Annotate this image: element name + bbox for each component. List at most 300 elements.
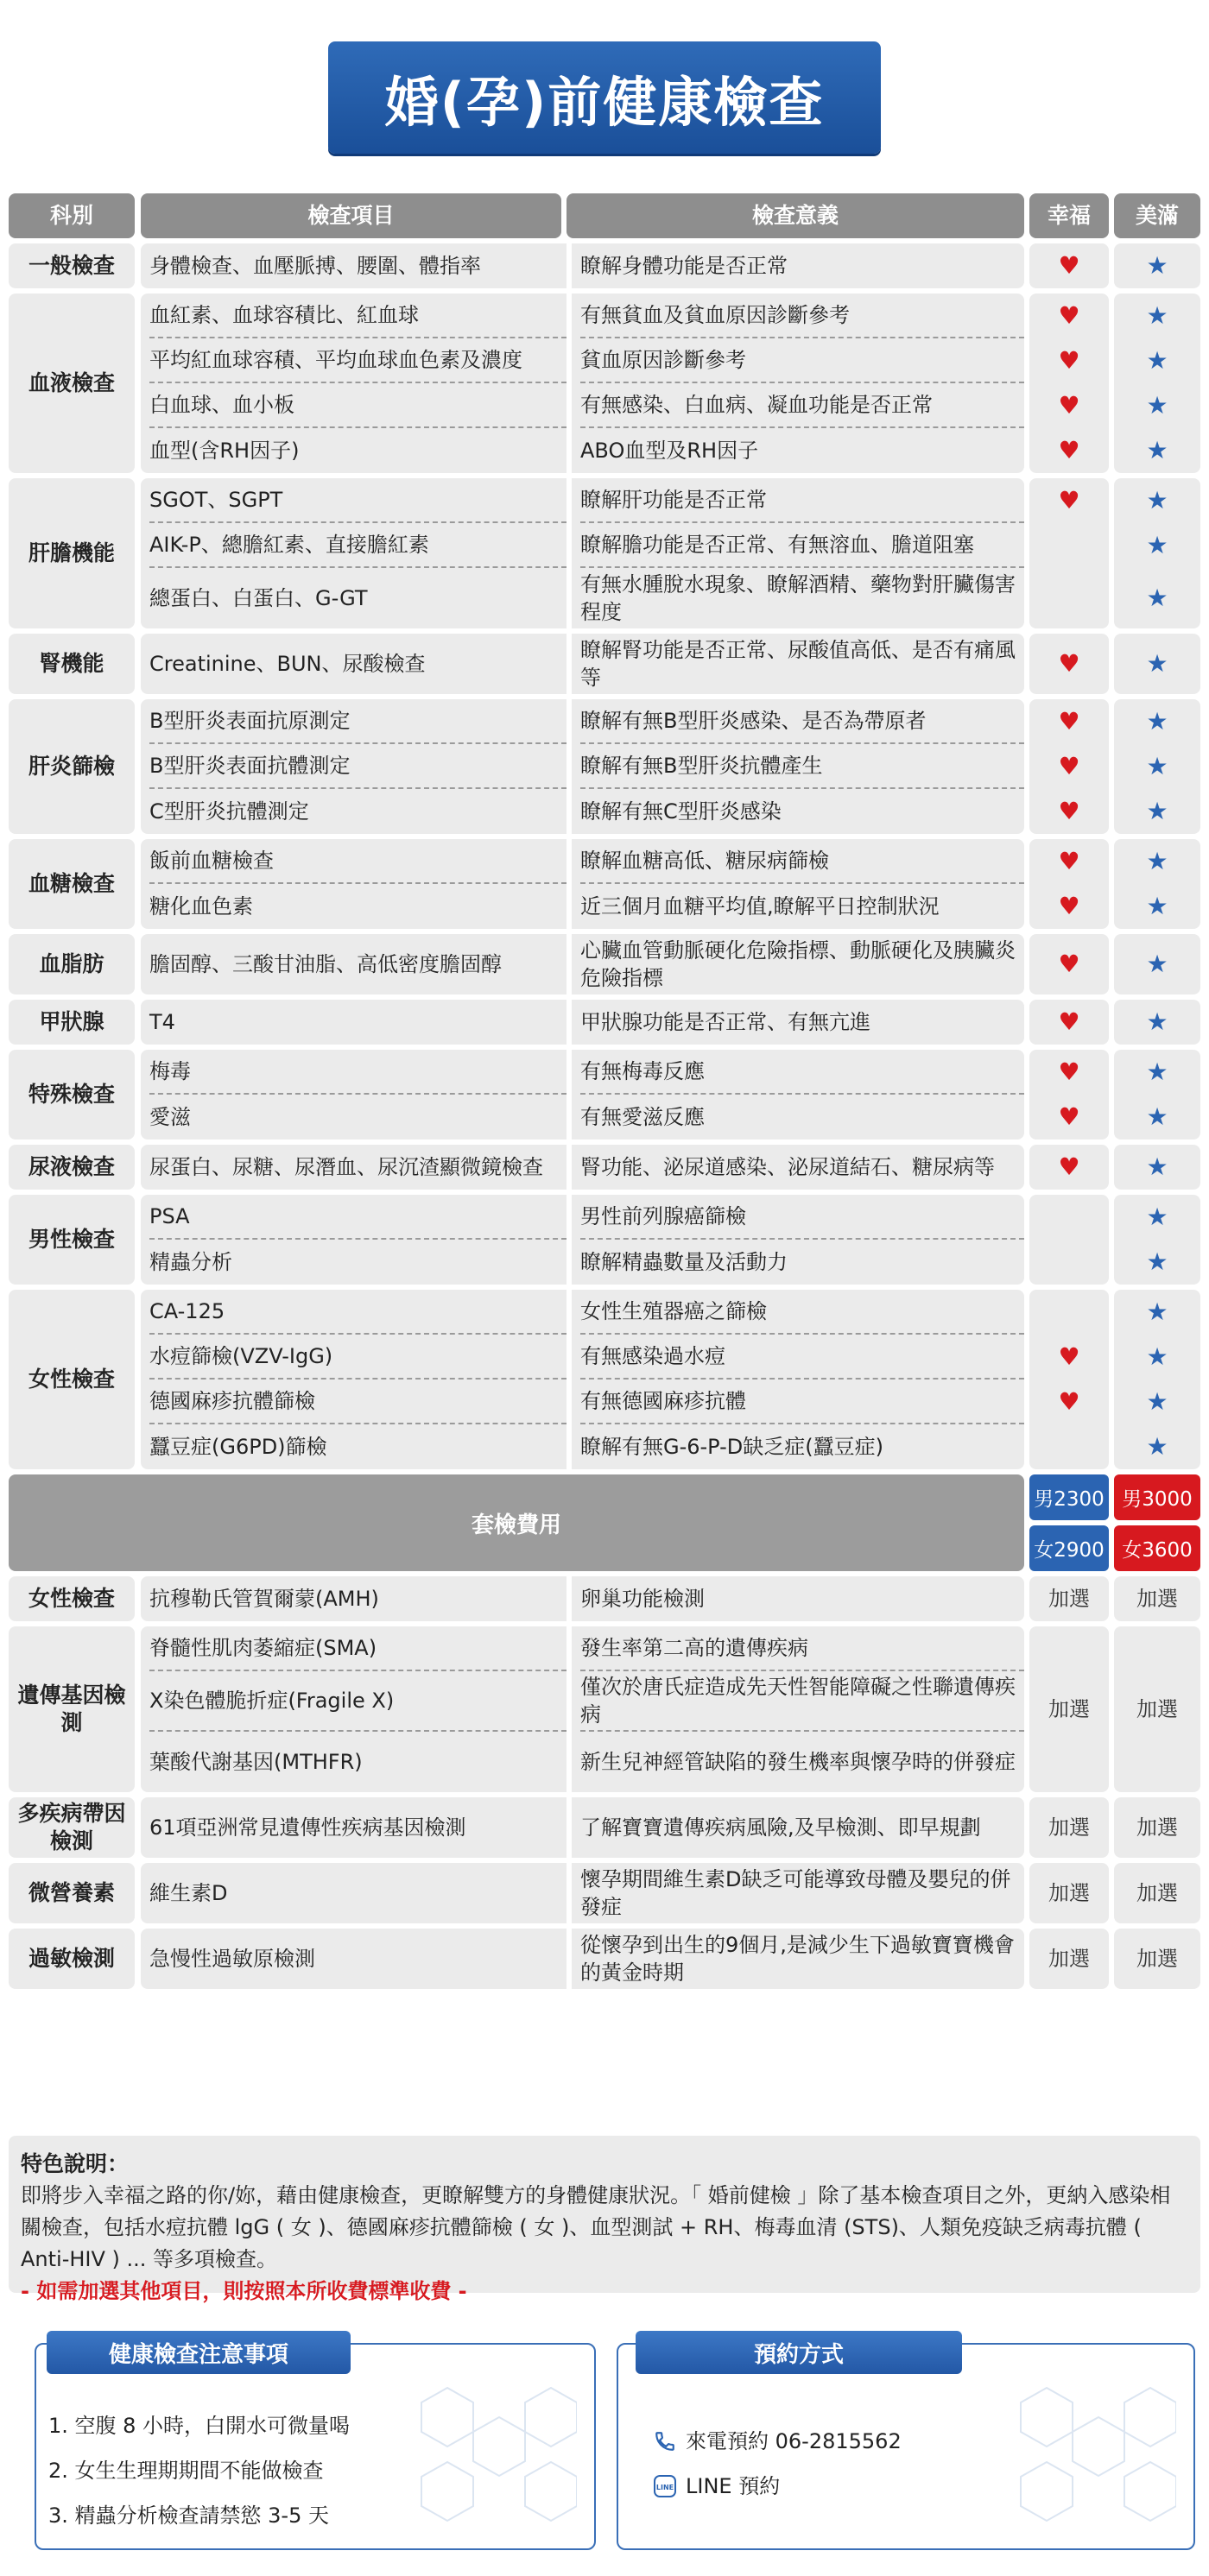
- plan-b-cell: [1114, 1626, 1200, 1792]
- item-text: 精蟲分析: [149, 1250, 232, 1274]
- addon-label: 加選: [1048, 1587, 1090, 1611]
- meaning-text: 瞭解有無G-6-P-D缺乏症(蠶豆症): [580, 1435, 883, 1459]
- star-icon: [1114, 699, 1200, 744]
- item-text: 水痘篩檢(VZV-IgG): [149, 1335, 567, 1380]
- item-text: 血型(含RH因子): [149, 439, 300, 463]
- meaning-text: 卵巢功能檢測: [580, 1587, 705, 1611]
- items-cell: [141, 634, 567, 694]
- item-text: 維生素D: [149, 1881, 228, 1905]
- dept-cell: 甲狀腺: [9, 1000, 135, 1045]
- table-section: [9, 1626, 1200, 1792]
- heart-icon: ♥: [1058, 436, 1080, 464]
- star-icon: ★: [1146, 436, 1168, 464]
- notice-item: 2. 女生生理期期間不能做檢查: [48, 2459, 324, 2483]
- meaning-cell: [567, 634, 1024, 694]
- plan-a-cell: [1029, 478, 1109, 628]
- heart-icon: ♥: [1058, 1342, 1080, 1371]
- star-icon: ★: [1146, 1203, 1168, 1231]
- notice-list: [48, 2403, 350, 2538]
- star-icon: [1114, 744, 1200, 789]
- table-section: [9, 1576, 1200, 1621]
- heart-icon: [1029, 1050, 1109, 1095]
- item-text: T4: [149, 1010, 175, 1034]
- item-text: B型肝炎表面抗體測定: [149, 744, 567, 789]
- heart-icon: ♥: [1058, 1058, 1080, 1086]
- meaning-text: 有無愛滋反應: [580, 1105, 705, 1129]
- addon-label: 加選: [1136, 1881, 1178, 1905]
- items-cell: [141, 1145, 567, 1190]
- star-icon: [1114, 1335, 1200, 1380]
- meaning-text: 有無水腫脫水現象、瞭解酒精、藥物對肝臟傷害程度: [580, 572, 1016, 624]
- heart-icon: [1029, 1095, 1109, 1140]
- star-icon: [1114, 428, 1200, 473]
- item-text: 總蛋白、白蛋白、G-GT: [149, 586, 368, 610]
- dept-cell: 血液檢查: [9, 294, 135, 473]
- heart-icon: ♥: [1058, 892, 1080, 920]
- meaning-text: 瞭解肝功能是否正常: [580, 478, 1024, 523]
- plan-a-cell: [1029, 934, 1109, 994]
- item-text: 糖化血色素: [149, 894, 253, 919]
- notice-item: 1. 空腹 8 小時，白開水可微量喝: [48, 2414, 351, 2438]
- star-icon: ★: [1146, 707, 1168, 736]
- addon-label: 加選: [1048, 1815, 1090, 1840]
- item-text: 飯前血糖檢查: [149, 839, 567, 884]
- table-section: [9, 1000, 1200, 1045]
- heart-icon: [1029, 934, 1109, 994]
- item-text: CA-125: [149, 1290, 567, 1335]
- phone-text: 來電預約 06-2815562: [686, 2429, 902, 2453]
- empty-mark: [1029, 523, 1109, 568]
- table-section: [9, 1863, 1200, 1923]
- table-section: [9, 699, 1200, 834]
- heart-icon: [1029, 294, 1109, 338]
- heart-icon: [1029, 744, 1109, 789]
- dept-cell: 血糖檢查: [9, 839, 135, 929]
- items-cell: [141, 1576, 567, 1621]
- dept-cell: 特殊檢查: [9, 1050, 135, 1140]
- items-cell: [141, 1929, 567, 1989]
- heart-icon: ♥: [1058, 391, 1080, 420]
- heart-icon: [1029, 839, 1109, 884]
- fee-a-male: 男2300: [1029, 1474, 1109, 1520]
- dept-cell: 一般檢查: [9, 243, 135, 288]
- heart-icon: [1029, 789, 1109, 834]
- star-icon: [1114, 1095, 1200, 1140]
- meaning-text: 甲狀腺功能是否正常、有無亢進: [580, 1010, 870, 1034]
- heart-icon: ♥: [1058, 1152, 1080, 1181]
- meaning-text: 近三個月血糖平均值,瞭解平日控制狀況: [580, 894, 940, 919]
- star-icon: [1114, 884, 1200, 929]
- fee-row: [9, 1474, 1200, 1571]
- empty-mark: [1029, 568, 1109, 628]
- plan-b-cell: [1114, 839, 1200, 929]
- meaning-text: 瞭解膽功能是否正常、有無溶血、膽道阻塞: [580, 523, 1024, 568]
- meaning-cell: [567, 934, 1024, 994]
- heart-icon: ♥: [1058, 1102, 1080, 1131]
- star-icon: [1114, 1000, 1200, 1045]
- notice-panel: [35, 2343, 596, 2550]
- booking-contacts: [653, 2419, 902, 2509]
- item-text: SGOT、SGPT: [149, 478, 567, 523]
- heart-icon: ♥: [1058, 649, 1080, 678]
- items-cell: [141, 699, 567, 834]
- star-icon: ★: [1146, 1297, 1168, 1326]
- heart-icon: [1029, 243, 1109, 288]
- star-icon: [1114, 839, 1200, 884]
- plan-b-cell: [1114, 243, 1200, 288]
- star-icon: [1114, 1145, 1200, 1190]
- checkup-table: [9, 193, 1200, 1994]
- meaning-text: 瞭解身體功能是否正常: [580, 254, 788, 278]
- star-icon: [1114, 789, 1200, 834]
- heart-icon: [1029, 1335, 1109, 1380]
- plan-b-cell: [1114, 294, 1200, 473]
- meaning-text: 男性前列腺癌篩檢: [580, 1195, 1024, 1240]
- item-text: 德國麻疹抗體篩檢: [149, 1380, 567, 1424]
- item-text: 蠶豆症(G6PD)篩檢: [149, 1435, 327, 1459]
- meaning-text: 瞭解有無B型肝炎抗體產生: [580, 744, 1024, 789]
- meaning-cell: [567, 1000, 1024, 1045]
- items-cell: [141, 1290, 567, 1469]
- meaning-text: 腎功能、泌尿道感染、泌尿道結石、糖尿病等: [580, 1155, 995, 1179]
- plan-a-cell: [1029, 294, 1109, 473]
- meaning-cell: [567, 294, 1024, 473]
- star-icon: ★: [1146, 892, 1168, 920]
- item-text: B型肝炎表面抗原測定: [149, 699, 567, 744]
- item-text: 尿蛋白、尿糖、尿潛血、尿沉渣顯微鏡檢查: [149, 1155, 543, 1179]
- description-note: - 如需加選其他項目，則按照本所收費標準收費 -: [21, 2279, 467, 2303]
- meaning-text: 有無感染、白血病、凝血功能是否正常: [580, 383, 1024, 428]
- hexagon-pattern-icon: [404, 2379, 577, 2535]
- table-section: [9, 1290, 1200, 1469]
- heart-icon: ♥: [1058, 251, 1080, 280]
- items-cell: [141, 1626, 567, 1792]
- plan-b-cell: [1114, 1576, 1200, 1621]
- star-icon: [1114, 1240, 1200, 1285]
- line-icon: [653, 2474, 677, 2498]
- item-text: 平均紅血球容積、平均血球血色素及濃度: [149, 338, 567, 383]
- table-section: [9, 1145, 1200, 1190]
- star-icon: ★: [1146, 847, 1168, 875]
- header-dept: 科別: [9, 193, 135, 238]
- heart-icon: [1029, 634, 1109, 694]
- plan-a-cell: [1029, 1797, 1109, 1858]
- items-cell: [141, 934, 567, 994]
- heart-icon: [1029, 1000, 1109, 1045]
- heart-icon: ♥: [1058, 1007, 1080, 1036]
- table-header: [9, 193, 1200, 238]
- star-icon: ★: [1146, 391, 1168, 420]
- plan-a-cell: [1029, 634, 1109, 694]
- star-icon: ★: [1146, 1007, 1168, 1036]
- heart-icon: ♥: [1058, 707, 1080, 736]
- title-banner: [0, 41, 1209, 154]
- header-meaning: 檢查意義: [567, 193, 1024, 238]
- star-icon: ★: [1146, 1432, 1168, 1461]
- star-icon: [1114, 243, 1200, 288]
- addon-label: 加選: [1136, 1697, 1178, 1721]
- heart-icon: [1029, 478, 1109, 523]
- meaning-text: 有無德國麻疹抗體: [580, 1380, 1024, 1424]
- star-icon: [1114, 1195, 1200, 1240]
- star-icon: ★: [1146, 1058, 1168, 1086]
- fee-plan-a: [1029, 1474, 1109, 1571]
- heart-icon: [1029, 338, 1109, 383]
- empty-mark: [1029, 1195, 1109, 1240]
- item-text: 白血球、血小板: [149, 383, 567, 428]
- star-icon: ★: [1146, 251, 1168, 280]
- plan-b-cell: [1114, 1863, 1200, 1923]
- item-text: 抗穆勒氏管賀爾蒙(AMH): [149, 1587, 379, 1611]
- heart-icon: ♥: [1058, 847, 1080, 875]
- plan-b-cell: [1114, 934, 1200, 994]
- description-body: 即將步入幸福之路的你/妳，藉由健康檢查，更瞭解雙方的身體健康狀況。「 婚前健檢 」除了基本檢查項目之外，更納入感染相關檢查，包括水痘抗體 lgG ( 女 )、德國麻疹抗體篩檢 ( 女 )、血型測試 + RH、梅毒血清 (STS)、人類免疫缺乏病毒抗體 ( Anti-HIV ) ... 等多項檢查。: [21, 2183, 1171, 2271]
- table-section: [9, 934, 1200, 994]
- plan-a-cell: [1029, 1145, 1109, 1190]
- dept-cell: 男性檢查: [9, 1195, 135, 1285]
- feature-description: [9, 2136, 1200, 2303]
- addon-label: 加選: [1048, 1881, 1090, 1905]
- meaning-text: 有無貧血及貧血原因診斷參考: [580, 294, 1024, 338]
- plan-a-cell: [1029, 243, 1109, 288]
- star-icon: [1114, 523, 1200, 568]
- meaning-text: 懷孕期間維生素D缺乏可能導致母體及嬰兒的併發症: [580, 1867, 1011, 1919]
- meaning-text: 有無梅毒反應: [580, 1050, 1024, 1095]
- dept-cell: 肝膽機能: [9, 478, 135, 628]
- table-section: [9, 1797, 1200, 1858]
- star-icon: [1114, 568, 1200, 628]
- fee-plan-b: [1114, 1474, 1200, 1571]
- dept-cell: 女性檢查: [9, 1290, 135, 1469]
- table-section: [9, 1195, 1200, 1285]
- items-cell: [141, 478, 567, 628]
- addon-label: 加選: [1048, 1697, 1090, 1721]
- dept-cell: 腎機能: [9, 634, 135, 694]
- addon-label: 加選: [1048, 1947, 1090, 1971]
- meaning-text: 瞭解有無B型肝炎感染、是否為帶原者: [580, 699, 1024, 744]
- item-text: AIK-P、總膽紅素、直接膽紅素: [149, 523, 567, 568]
- fee-b-female: 女3600: [1114, 1525, 1200, 1571]
- star-icon: [1114, 294, 1200, 338]
- dept-cell: 遺傳基因檢測: [9, 1626, 135, 1792]
- meaning-text: 瞭解腎功能是否正常、尿酸值高低、是否有痛風等: [580, 638, 1016, 690]
- star-icon: [1114, 383, 1200, 428]
- notice-title: 健康檢查注意事項: [47, 2331, 351, 2374]
- header-plan-b: 美滿: [1114, 193, 1200, 238]
- phone-booking[interactable]: [653, 2419, 902, 2464]
- fee-label: 套檢費用: [9, 1474, 1024, 1571]
- plan-b-cell: [1114, 634, 1200, 694]
- item-text: 梅毒: [149, 1050, 567, 1095]
- dept-cell: 肝炎篩檢: [9, 699, 135, 834]
- plan-a-cell: [1029, 1195, 1109, 1285]
- meaning-text: 新生兒神經管缺陷的發生機率與懷孕時的併發症: [580, 1750, 1016, 1774]
- plan-a-cell: [1029, 1626, 1109, 1792]
- booking-title: 預約方式: [636, 2331, 962, 2374]
- plan-b-cell: [1114, 1195, 1200, 1285]
- table-section: [9, 478, 1200, 628]
- item-text: 愛滋: [149, 1105, 191, 1129]
- star-icon: ★: [1146, 486, 1168, 515]
- heart-icon: [1029, 884, 1109, 929]
- star-icon: [1114, 1050, 1200, 1095]
- star-icon: ★: [1146, 301, 1168, 330]
- star-icon: ★: [1146, 531, 1168, 559]
- items-cell: [141, 1050, 567, 1140]
- item-text: X染色體脆折症(Fragile X): [149, 1671, 567, 1732]
- plan-b-cell: [1114, 1929, 1200, 1989]
- page-title: 婚(孕)前健康檢查: [328, 41, 881, 154]
- meaning-text: 女性生殖器癌之篩檢: [580, 1290, 1024, 1335]
- header-plan-a: 幸福: [1029, 193, 1109, 238]
- items-cell: [141, 1863, 567, 1923]
- addon-label: 加選: [1136, 1815, 1178, 1840]
- meaning-cell: [567, 1145, 1024, 1190]
- plan-a-cell: [1029, 1929, 1109, 1989]
- items-cell: [141, 1195, 567, 1285]
- line-booking[interactable]: [653, 2464, 902, 2509]
- star-icon: [1114, 338, 1200, 383]
- empty-mark: [1029, 1240, 1109, 1285]
- header-items: 檢查項目: [141, 193, 561, 238]
- plan-b-cell: [1114, 1145, 1200, 1190]
- dept-cell: 血脂肪: [9, 934, 135, 994]
- plan-a-cell: [1029, 1000, 1109, 1045]
- star-icon: ★: [1146, 752, 1168, 780]
- table-section: [9, 243, 1200, 288]
- fee-a-female: 女2900: [1029, 1525, 1109, 1571]
- star-icon: [1114, 478, 1200, 523]
- addon-label: 加選: [1136, 1947, 1178, 1971]
- items-cell: [141, 243, 567, 288]
- heart-icon: [1029, 428, 1109, 473]
- empty-mark: [1029, 1290, 1109, 1335]
- star-icon: ★: [1146, 584, 1168, 612]
- plan-b-cell: [1114, 1797, 1200, 1858]
- table-section: [9, 294, 1200, 473]
- heart-icon: [1029, 383, 1109, 428]
- meaning-cell: [567, 1863, 1024, 1923]
- meaning-text: 有無感染過水痘: [580, 1335, 1024, 1380]
- dept-cell: 微營養素: [9, 1863, 135, 1923]
- dept-cell: 多疾病帶因檢測: [9, 1797, 135, 1858]
- items-cell: [141, 1797, 567, 1858]
- meaning-text: 發生率第二高的遺傳疾病: [580, 1626, 1024, 1671]
- dept-cell: 尿液檢查: [9, 1145, 135, 1190]
- meaning-text: 了解寶寶遺傳疾病風險,及早檢測、即早規劃: [580, 1815, 981, 1840]
- star-icon: ★: [1146, 1342, 1168, 1371]
- star-icon: ★: [1146, 1387, 1168, 1416]
- meaning-cell: [567, 699, 1024, 834]
- meaning-text: 瞭解精蟲數量及活動力: [580, 1250, 788, 1274]
- star-icon: [1114, 1424, 1200, 1469]
- star-icon: ★: [1146, 649, 1168, 678]
- star-icon: [1114, 634, 1200, 694]
- meaning-cell: [567, 1195, 1024, 1285]
- meaning-cell: [567, 1290, 1024, 1469]
- heart-icon: ♥: [1058, 752, 1080, 780]
- heart-icon: ♥: [1058, 301, 1080, 330]
- star-icon: ★: [1146, 1102, 1168, 1131]
- plan-b-cell: [1114, 1050, 1200, 1140]
- meaning-text: 僅次於唐氏症造成先天性智能障礙之性聯遺傳疾病: [580, 1671, 1024, 1732]
- item-text: 身體檢查、血壓脈搏、腰圍、體指率: [149, 254, 481, 278]
- meaning-cell: [567, 478, 1024, 628]
- star-icon: [1114, 1290, 1200, 1335]
- meaning-cell: [567, 839, 1024, 929]
- phone-icon: [653, 2429, 677, 2453]
- meaning-text: 瞭解有無C型肝炎感染: [580, 799, 782, 824]
- heart-icon: ♥: [1058, 797, 1080, 825]
- star-icon: [1114, 1380, 1200, 1424]
- meaning-text: 貧血原因診斷參考: [580, 338, 1024, 383]
- plan-a-cell: [1029, 1576, 1109, 1621]
- meaning-cell: [567, 1050, 1024, 1140]
- plan-a-cell: [1029, 1863, 1109, 1923]
- meaning-cell: [567, 1576, 1024, 1621]
- plan-a-cell: [1029, 1290, 1109, 1469]
- items-cell: [141, 839, 567, 929]
- hexagon-pattern-icon: [1003, 2379, 1176, 2535]
- table-section: [9, 839, 1200, 929]
- items-cell: [141, 294, 567, 473]
- plan-b-cell: [1114, 1000, 1200, 1045]
- meaning-cell: [567, 243, 1024, 288]
- plan-b-cell: [1114, 478, 1200, 628]
- plan-b-cell: [1114, 1290, 1200, 1469]
- heart-icon: ♥: [1058, 1387, 1080, 1416]
- plan-a-cell: [1029, 1050, 1109, 1140]
- plan-b-cell: [1114, 699, 1200, 834]
- star-icon: ★: [1146, 1247, 1168, 1276]
- item-text: 急慢性過敏原檢測: [149, 1947, 315, 1971]
- meaning-text: 瞭解血糖高低、糖尿病篩檢: [580, 839, 1024, 884]
- star-icon: ★: [1146, 346, 1168, 375]
- item-text: 脊髓性肌肉萎縮症(SMA): [149, 1626, 567, 1671]
- item-text: C型肝炎抗體測定: [149, 799, 309, 824]
- item-text: 葉酸代謝基因(MTHFR): [149, 1750, 363, 1774]
- heart-icon: [1029, 1380, 1109, 1424]
- booking-panel: [617, 2343, 1195, 2550]
- star-icon: ★: [1146, 1152, 1168, 1181]
- table-section: [9, 634, 1200, 694]
- heart-icon: [1029, 699, 1109, 744]
- star-icon: ★: [1146, 950, 1168, 978]
- plan-a-cell: [1029, 699, 1109, 834]
- meaning-text: 從懷孕到出生的9個月,是減少生下過敏寶寶機會的黃金時期: [580, 1933, 1015, 1985]
- table-section: [9, 1050, 1200, 1140]
- item-text: PSA: [149, 1195, 567, 1240]
- meaning-text: 心臟血管動脈硬化危險指標、動脈硬化及胰臟炎危險指標: [580, 938, 1016, 990]
- notice-item: 3. 精蟲分析檢查請禁慾 3-5 天: [48, 2503, 329, 2528]
- star-icon: ★: [1146, 797, 1168, 825]
- heart-icon: ♥: [1058, 486, 1080, 515]
- meaning-cell: [567, 1626, 1024, 1792]
- meaning-cell: [567, 1929, 1024, 1989]
- plan-a-cell: [1029, 839, 1109, 929]
- item-text: 61項亞洲常見遺傳性疾病基因檢測: [149, 1815, 466, 1840]
- table-section: [9, 1929, 1200, 1989]
- dept-cell: 過敏檢測: [9, 1929, 135, 1989]
- items-cell: [141, 1000, 567, 1045]
- heart-icon: ♥: [1058, 950, 1080, 978]
- item-text: Creatinine、BUN、尿酸檢查: [149, 652, 426, 676]
- line-icon-label: LINE: [655, 2484, 674, 2491]
- meaning-text: ABO血型及RH因子: [580, 439, 759, 463]
- addon-label: 加選: [1136, 1587, 1178, 1611]
- dept-cell: 女性檢查: [9, 1576, 135, 1621]
- heart-icon: [1029, 1145, 1109, 1190]
